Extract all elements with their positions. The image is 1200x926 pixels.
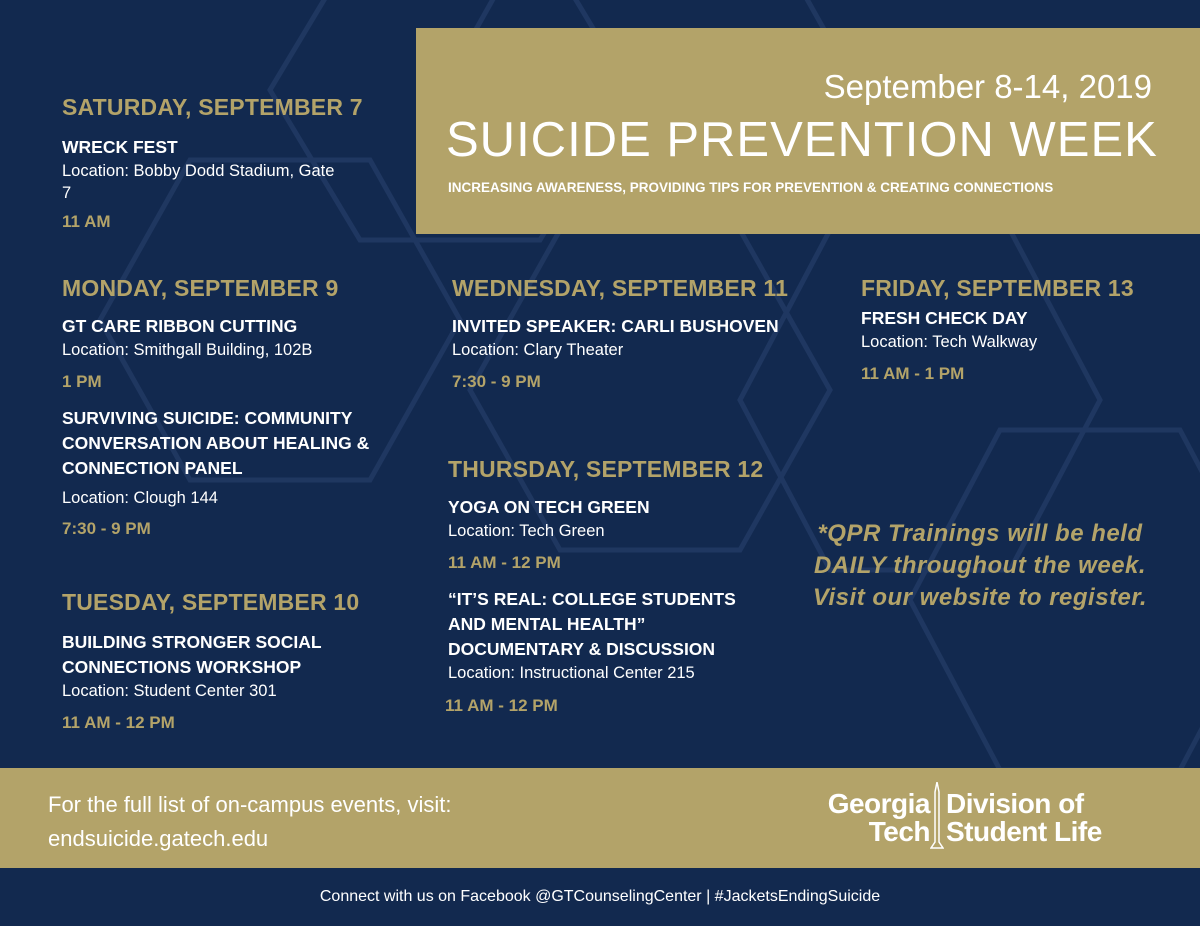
footer-info xyxy=(48,788,452,856)
event-time: 7:30 - 9 PM xyxy=(62,519,151,538)
event-title: GT CARE RIBBON CUTTING xyxy=(62,316,298,336)
day-heading: THURSDAY, SEPTEMBER 12 xyxy=(448,456,764,482)
gt-student-life-logo xyxy=(778,782,1158,854)
qpr-line: DAILY throughout the week. xyxy=(813,552,1147,579)
event-location: Location: Clough 144 xyxy=(62,489,218,507)
day-heading: SATURDAY, SEPTEMBER 7 xyxy=(62,94,363,120)
event-dates: September 8-14, 2019 xyxy=(823,68,1152,105)
event-time: 11 AM xyxy=(62,212,111,231)
event-title: BUILDING STRONGER SOCIAL CONNECTIONS WORKSHOP xyxy=(62,632,322,677)
website-link[interactable]: endsuicide.gatech.edu xyxy=(48,826,269,851)
event-title: “IT’S REAL: COLLEGE STUDENTS AND MENTAL HEALTH” DOCUMENTARY & DISCUSSION xyxy=(448,589,736,659)
day-tuesday xyxy=(62,589,402,733)
day-heading: MONDAY, SEPTEMBER 9 xyxy=(62,275,339,301)
logo-division xyxy=(946,790,1102,846)
day-thursday xyxy=(445,456,808,716)
event-location: Location: Tech Green xyxy=(448,522,605,540)
logo-text: Tech xyxy=(868,816,930,847)
event-time: 1 PM xyxy=(62,372,102,391)
event-location: Location: Bobby Dodd Stadium, Gate 7 xyxy=(62,162,335,202)
day-monday xyxy=(62,275,402,539)
event-time: 11 AM - 12 PM xyxy=(448,553,561,572)
event-title: INVITED SPEAKER: CARLI BUSHOVEN xyxy=(452,316,779,336)
day-saturday xyxy=(62,94,362,232)
day-heading: FRIDAY, SEPTEMBER 13 xyxy=(861,275,1134,301)
header-banner xyxy=(416,28,1200,234)
qpr-line: Visit our website to register. xyxy=(812,584,1148,611)
event-time: 7:30 - 9 PM xyxy=(452,372,541,391)
footer-line: For the full list of on-campus events, visit: xyxy=(48,792,452,817)
day-wednesday xyxy=(452,275,812,392)
footer-band xyxy=(0,768,1200,868)
event-location: Location: Tech Walkway xyxy=(861,333,1038,351)
day-heading: WEDNESDAY, SEPTEMBER 11 xyxy=(452,275,789,301)
day-friday xyxy=(861,275,1181,384)
event-title: FRESH CHECK DAY xyxy=(861,308,1028,328)
event-location: Location: Clary Theater xyxy=(452,341,624,359)
tech-tower-icon xyxy=(930,782,944,852)
logo-text: Student Life xyxy=(946,816,1102,847)
event-time: 11 AM - 12 PM xyxy=(445,696,558,715)
logo-text: Division of xyxy=(946,788,1084,819)
event-time: 11 AM - 1 PM xyxy=(861,364,965,383)
page-title: SUICIDE PREVENTION WEEK xyxy=(446,113,1158,167)
qpr-line: *QPR Trainings will be held xyxy=(817,520,1143,547)
day-heading: TUESDAY, SEPTEMBER 10 xyxy=(62,589,360,615)
logo-georgia-tech xyxy=(828,790,930,846)
event-title: YOGA ON TECH GREEN xyxy=(448,497,650,517)
event-location: Location: Student Center 301 xyxy=(62,682,277,700)
event-title: SURVIVING SUICIDE: COMMUNITY CONVERSATION ABOUT HEALING & CONNECTION PANEL xyxy=(62,408,370,478)
event-location: Location: Instructional Center 215 xyxy=(448,664,695,682)
tagline: INCREASING AWARENESS, PROVIDING TIPS FOR PREVENTION & CREATING CONNECTIONS xyxy=(448,180,1054,195)
event-location: Location: Smithgall Building, 102B xyxy=(62,341,313,359)
qpr-training-note xyxy=(790,518,1170,614)
event-time: 11 AM - 12 PM xyxy=(62,713,175,732)
social-line: Connect with us on Facebook @GTCounselingCenter | #JacketsEndingSuicide xyxy=(319,888,881,905)
logo-text: Georgia xyxy=(827,788,930,819)
event-title: WRECK FEST xyxy=(62,137,178,157)
